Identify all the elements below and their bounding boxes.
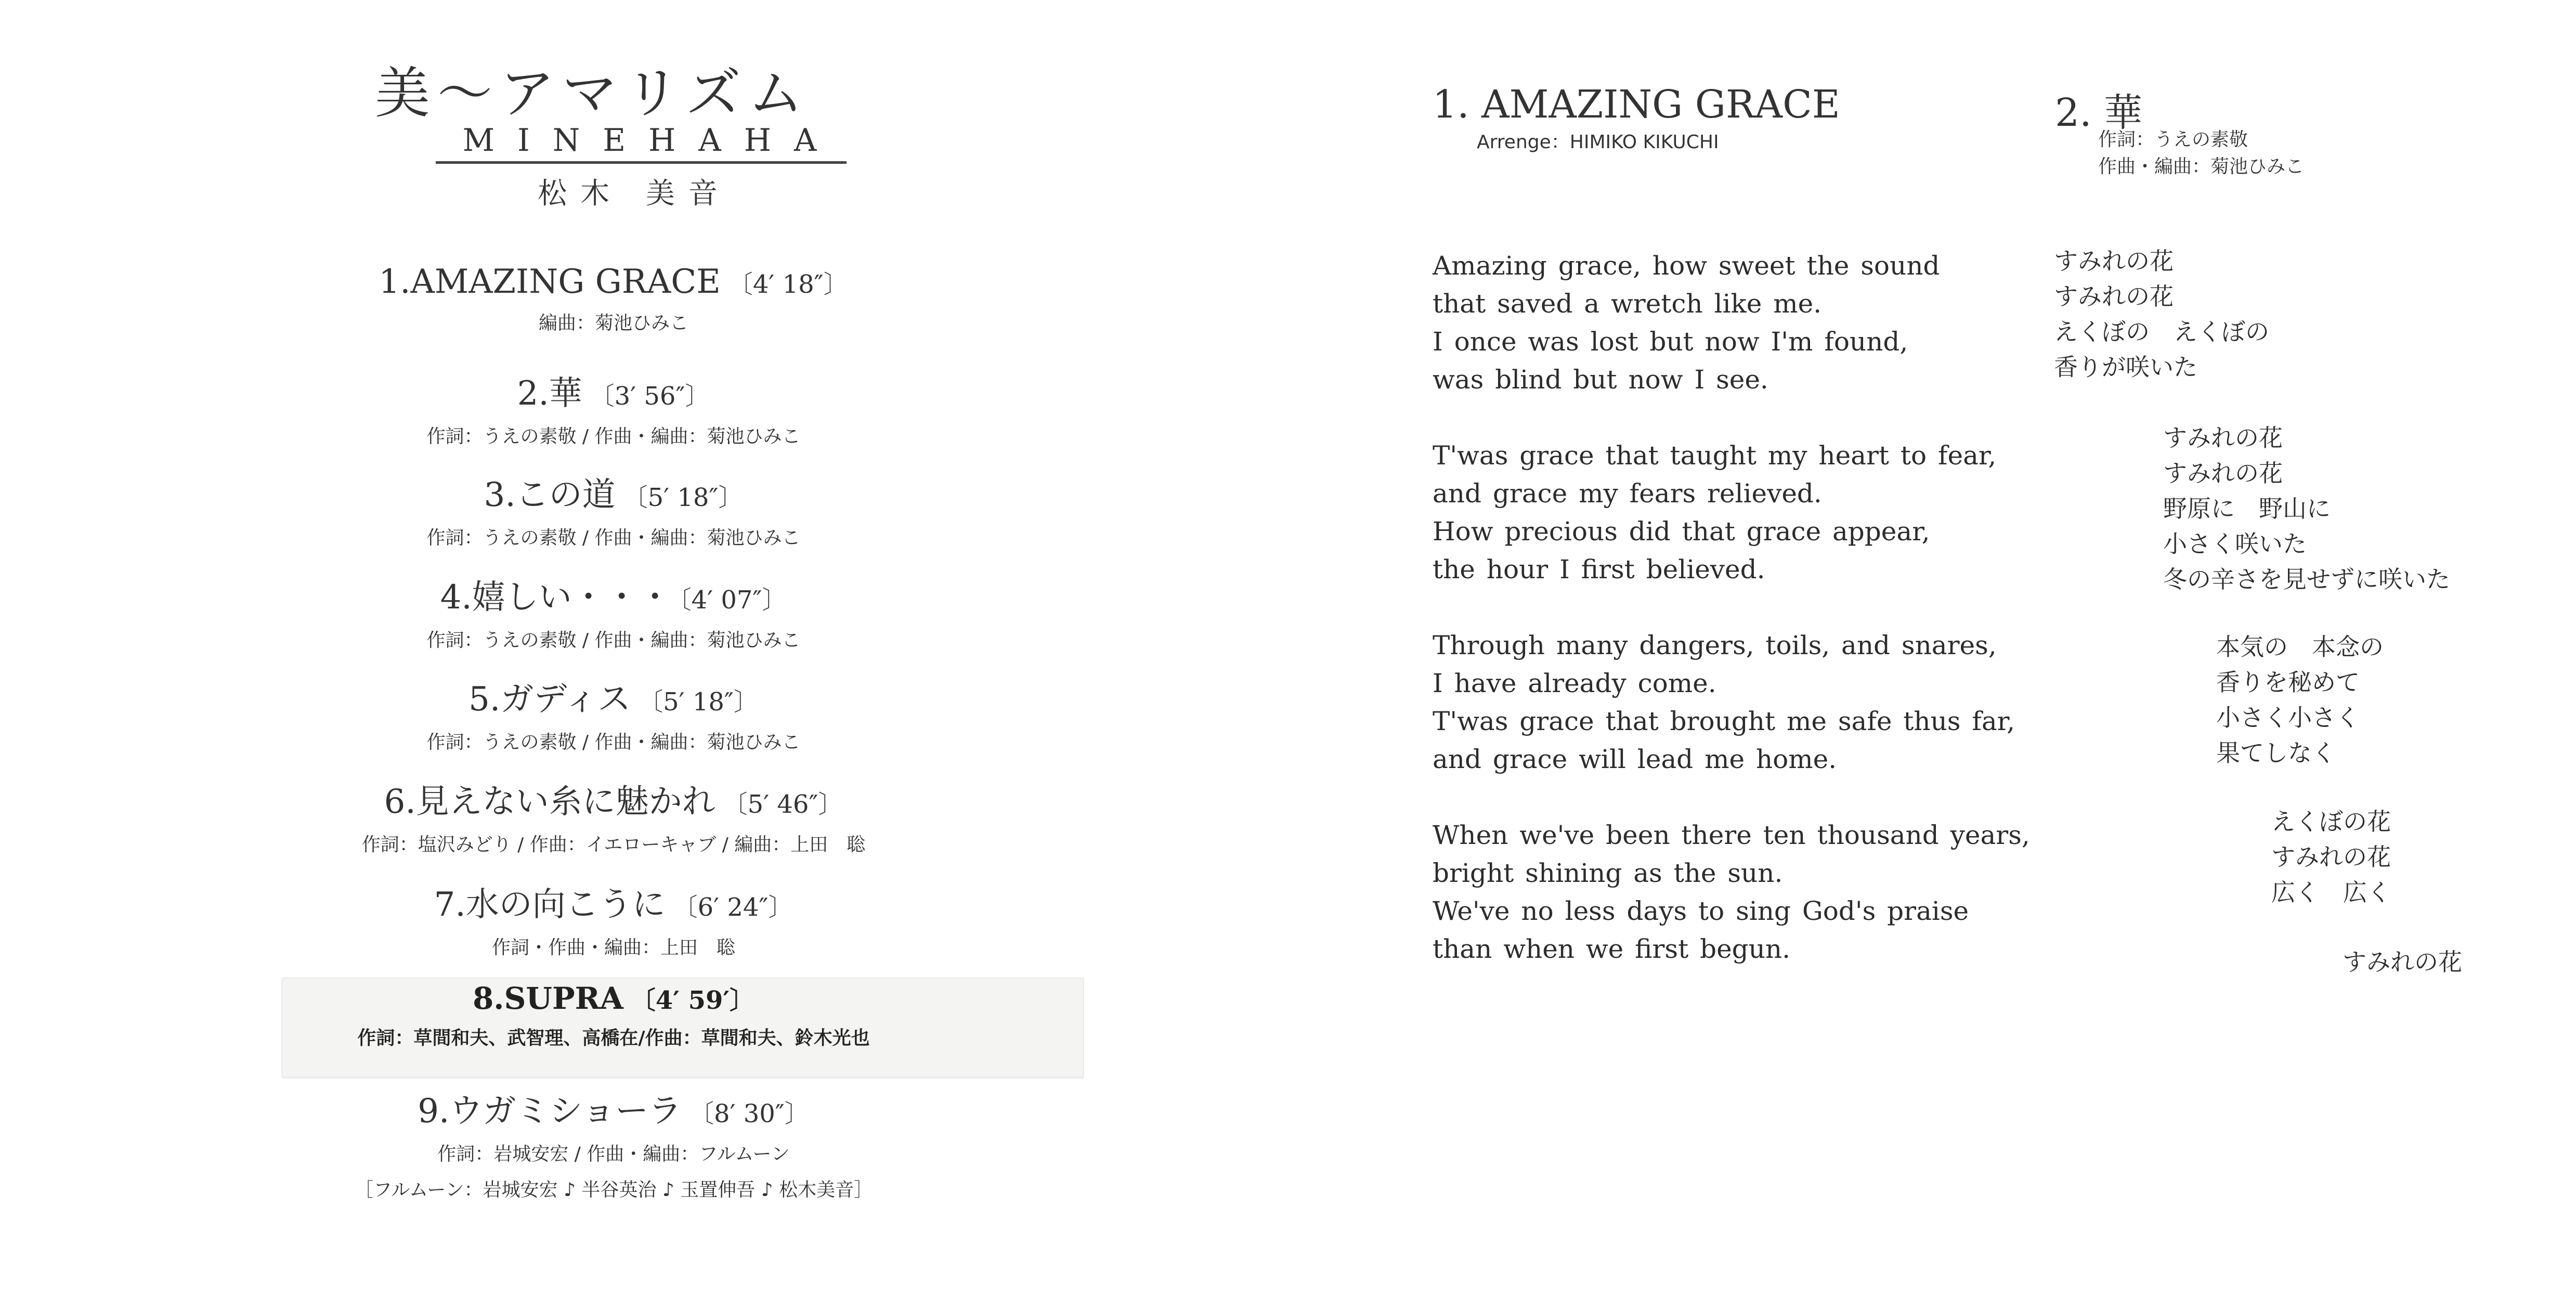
lyric-line: and grace my fears relieved.	[1433, 478, 1822, 509]
track-credit: 作詞：草間和夫、武智理、高橋在/作曲：草間和夫、鈴木光也	[357, 1028, 870, 1049]
japanese-lyric-stanza	[2216, 629, 2384, 771]
artist-name-underline	[436, 161, 847, 164]
song-arranger-credit: Arrenge：HIMIKO KIKUCHI	[1477, 132, 1719, 153]
lyric-line: すみれの花	[2271, 843, 2391, 871]
lyric-line: すみれの花	[2054, 282, 2174, 310]
lyric-line: 野原に 野山に	[2163, 495, 2331, 523]
track-credit: 作詞：うえの素敬 / 作曲・編曲：菊池ひみこ	[426, 732, 801, 753]
japanese-lyric-stanza	[2343, 944, 2462, 980]
track-name: 5.ガディス	[469, 680, 631, 719]
track-name: 4.嬉しい・・・	[440, 578, 672, 617]
band-members-credit: ［フルムーン：岩城安宏 ♪ 半谷英治 ♪ 玉置伸吾 ♪ 松木美音］	[354, 1179, 873, 1201]
track-credit: 作詞：塩沢みどり / 作曲：イエローキャブ / 編曲：上田 聡	[361, 834, 866, 855]
lyric-line: Through many dangers, toils, and snares,	[1433, 630, 1997, 660]
track-title	[156, 367, 1071, 414]
lyric-stanza	[1433, 247, 2030, 399]
lyric-stanza	[1433, 437, 2030, 589]
lyric-line: すみれの花	[2343, 948, 2462, 976]
track-title	[156, 468, 1071, 516]
track-credit: 作詞・作曲・編曲：上田 聡	[491, 937, 735, 958]
artist-name-roman: MINEHAHA	[462, 122, 840, 159]
track-name: 6.見えない糸に魅かれ	[384, 783, 715, 821]
lyric-line: bright shining as the sun.	[1433, 858, 1783, 888]
lyric-line: the hour I first believed.	[1433, 554, 1765, 584]
track-name: 1.AMAZING GRACE	[379, 263, 721, 301]
artist-name-japanese: 松木 美音	[538, 177, 731, 211]
track-title	[156, 878, 1071, 926]
lyric-line: すみれの花	[2163, 459, 2283, 487]
lyric-line: and grace will lead me home.	[1433, 744, 1837, 774]
track-credit: 作詞：岩城安宏 / 作曲・編曲：フルムーン	[437, 1143, 790, 1165]
track-duration: 〔4′ 18″〕	[727, 270, 849, 299]
japanese-lyric-stanza	[2163, 420, 2450, 597]
lyric-line: 小さく小さく	[2216, 704, 2360, 732]
track-title	[156, 980, 1071, 1016]
lyric-line: 香りを秘めて	[2216, 668, 2360, 696]
track-listing-item	[156, 263, 1071, 335]
track-name: 3.この道	[484, 476, 616, 514]
track-title	[156, 775, 1071, 823]
lyric-line: 本気の 本念の	[2216, 633, 2384, 661]
track-duration: 〔6′ 24″〕	[672, 893, 793, 922]
track-listing-item	[156, 980, 1071, 1050]
album-title: 美〜アマリズム	[375, 61, 811, 125]
english-lyrics	[1433, 247, 2030, 1006]
lyric-stanza	[1433, 627, 2030, 778]
lyric-line: 広く 広く	[2271, 878, 2391, 906]
lyric-line: 香りが咲いた	[2054, 353, 2197, 381]
japanese-lyric-stanza	[2054, 243, 2269, 385]
track-listing-item	[156, 570, 1071, 652]
track-name: 7.水の向こうに	[434, 886, 666, 924]
track-listing-item	[156, 775, 1071, 856]
track-listing-item	[156, 367, 1071, 448]
track-credit: 作詞：うえの素敬 / 作曲・編曲：菊池ひみこ	[426, 426, 801, 447]
track-listing-item	[156, 468, 1071, 550]
track-credit: 作詞：うえの素敬 / 作曲・編曲：菊池ひみこ	[426, 527, 801, 549]
lyric-line: I have already come.	[1433, 668, 1716, 698]
song-heading: 2. 華	[2055, 90, 2143, 135]
track-listing-item	[156, 1084, 1071, 1202]
lyric-line: すみれの花	[2054, 247, 2174, 275]
lyric-line: えくぼの えくぼの	[2054, 318, 2269, 346]
track-name: 9.ウガミショーラ	[418, 1092, 682, 1130]
lyric-line: T'was grace that brought me safe thus far,	[1433, 706, 2015, 736]
track-listing-item	[156, 672, 1071, 754]
lyric-line: than when we first begun.	[1433, 934, 1790, 964]
track-duration: 〔5′ 18″〕	[622, 483, 744, 512]
track-duration: 〔3′ 56″〕	[589, 382, 710, 411]
track-name: 8.SUPRA	[472, 981, 623, 1016]
track-name: 2.華	[517, 374, 582, 413]
track-duration: 〔5′ 46″〕	[722, 790, 843, 819]
track-duration: 〔4′ 59′〕	[630, 986, 755, 1015]
song-composer-credit: 作曲・編曲：菊池ひみこ	[2098, 156, 2305, 177]
lyric-line: T'was grace that taught my heart to fear,	[1433, 440, 1997, 471]
lyric-line: Amazing grace, how sweet the sound	[1433, 251, 1940, 281]
track-duration: 〔4′ 07″〕	[679, 586, 787, 615]
lyric-line: 果てしなく	[2216, 739, 2336, 767]
track-title	[156, 263, 1071, 301]
lyric-line: was blind but now I see.	[1433, 365, 1768, 395]
lyric-line: えくぼの花	[2271, 808, 2391, 836]
lyric-line: 小さく咲いた	[2163, 530, 2307, 558]
lyric-line: that saved a wretch like me.	[1433, 289, 1822, 319]
japanese-lyric-stanza	[2271, 804, 2391, 910]
track-duration: 〔5′ 18″〕	[638, 687, 759, 717]
track-credit: 作詞：うえの素敬 / 作曲・編曲：菊池ひみこ	[426, 630, 801, 651]
lyric-line: How precious did that grace appear,	[1433, 516, 1930, 547]
song-heading: 1. AMAZING GRACE	[1433, 82, 1840, 127]
track-credit: 編曲：菊池ひみこ	[538, 313, 688, 334]
track-listing-item	[156, 878, 1071, 959]
lyric-line: We've no less days to sing God's praise	[1433, 896, 1969, 926]
track-title	[156, 1084, 1071, 1132]
track-duration: 〔8′ 30″〕	[689, 1099, 810, 1128]
lyric-line: When we've been there ten thousand years,	[1433, 820, 2030, 850]
track-title	[156, 672, 1071, 720]
song-lyricist-credit: 作詞：うえの素敬	[2098, 129, 2248, 150]
lyric-line: すみれの花	[2163, 424, 2283, 452]
lyric-line: I once was lost but now I'm found,	[1433, 327, 1908, 357]
track-title	[156, 570, 1071, 618]
lyric-line: 冬の辛さを見せずに咲いた	[2163, 565, 2450, 593]
lyric-stanza	[1433, 816, 2030, 968]
